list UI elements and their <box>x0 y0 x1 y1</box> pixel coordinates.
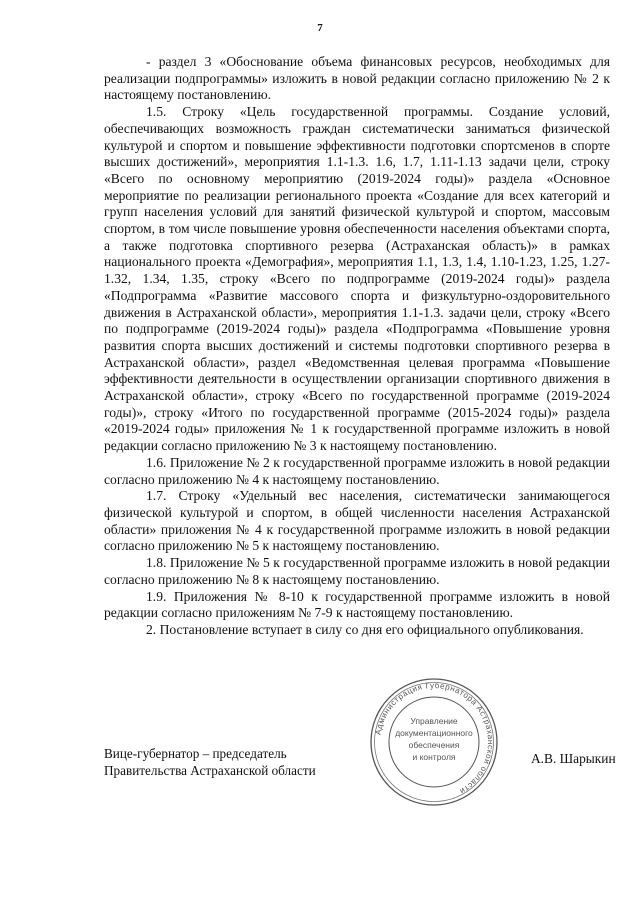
stamp-inner-line-1: Управление <box>410 716 458 726</box>
page-number: 7 <box>317 22 323 34</box>
stamp-outer-text: Администрация Губернатора Астраханской области <box>373 680 496 797</box>
paragraph-1-7: 1.7. Строку «Удельный вес населения, систематически занимающегося физической культурой и спортом, в общей численности населения Астраханской области» приложения № 4 к государственной программе изложить в новой редакции согласно приложению № 5 к настоящему постановлению. <box>104 488 610 554</box>
stamp-inner-line-3: обеспечения <box>408 740 460 750</box>
signatory-position-line-2: Правительства Астраханской области <box>104 763 316 778</box>
document-body <box>104 54 610 639</box>
official-stamp <box>368 676 500 808</box>
paragraph-2: 2. Постановление вступает в силу со дня его официального опубликования. <box>146 621 584 637</box>
stamp-inner-line-2: документационного <box>395 728 473 738</box>
signatory-name: А.В. Шарыкин <box>531 751 616 766</box>
paragraph-1-5: 1.5. Строку «Цель государственной программы. Создание условий, обеспечивающих возможность граждан систематически заниматься физической культурой и спортом и повышение эффективности подготовки спортсменов в спорте высших достижений», мероприятия 1.1-1.3. 1.6, 1.7, 1.11-1.13 задачи цели, строку «Всего по основному мероприятию (2019-2024 годы)» раздела «Основное мероприятие по реализации регионального проекта «Создание для всех категорий и групп населения условий для занятий физической культурой и спортом, массовым спортом, в том числе повышение уровня обеспеченности населения объектами спорта, а также подготовка спортивного резерва (Астраханская область)» в рамках национального проекта «Демография», мероприятия 1.1, 1.3, 1.4, 1.10-1.23, 1.25, 1.27-1.32, 1.34, 1.35, строку «Всего по подпрограмме (2019-2024 годы)» раздела «Подпрограмма «Развитие массового спорта и физкультурно-оздоровительного движения в Астраханской области», мероприятия 1.1-1.3. задачи цели, строку «Всего по подпрограмме (2019-2024 годы)» раздела «Подпрограмма «Повышение уровня развития спорта высших достижений и системы подготовки спортивного резерва в Астраханской области», раздел «Ведомственная целевая программа «Повышение эффективности деятельности в осуществлении организации спортивного движения в Астраханской области», строку «Всего по государственной программе (2019-2024 годы)», строку «Итого по государственной программе (2015-2024 годы)» раздела «2019-2024 годы» приложения № 1 к государственной программе изложить в новой редакции согласно приложению № 3 к настоящему постановлению. <box>104 104 610 454</box>
paragraph-1-6: 1.6. Приложение № 2 к государственной программе изложить в новой редакции согласно приложению № 4 к настоящему постановлению. <box>104 454 610 487</box>
stamp-inner-line-4: и контроля <box>412 752 456 762</box>
paragraph-1-8: 1.8. Приложение № 5 к государственной программе изложить в новой редакции согласно приложению № 8 к настоящему постановлению. <box>104 555 610 587</box>
signatory-position <box>104 745 316 779</box>
svg-text:Администрация Губернатора Астр <box>373 681 495 796</box>
signatory-position-line-1: Вице-губернатор – председатель <box>104 746 287 761</box>
paragraph-section-3: - раздел 3 «Обоснование объема финансовых ресурсов, необходимых для реализации подпрограммы» изложить в новой редакции согласно приложению № 2 к настоящему постановлению. <box>104 54 610 103</box>
paragraph-1-9: 1.9. Приложения № 8-10 к государственной программе изложить в новой редакции согласно приложениям № 7-9 к настоящему постановлению. <box>104 588 610 621</box>
